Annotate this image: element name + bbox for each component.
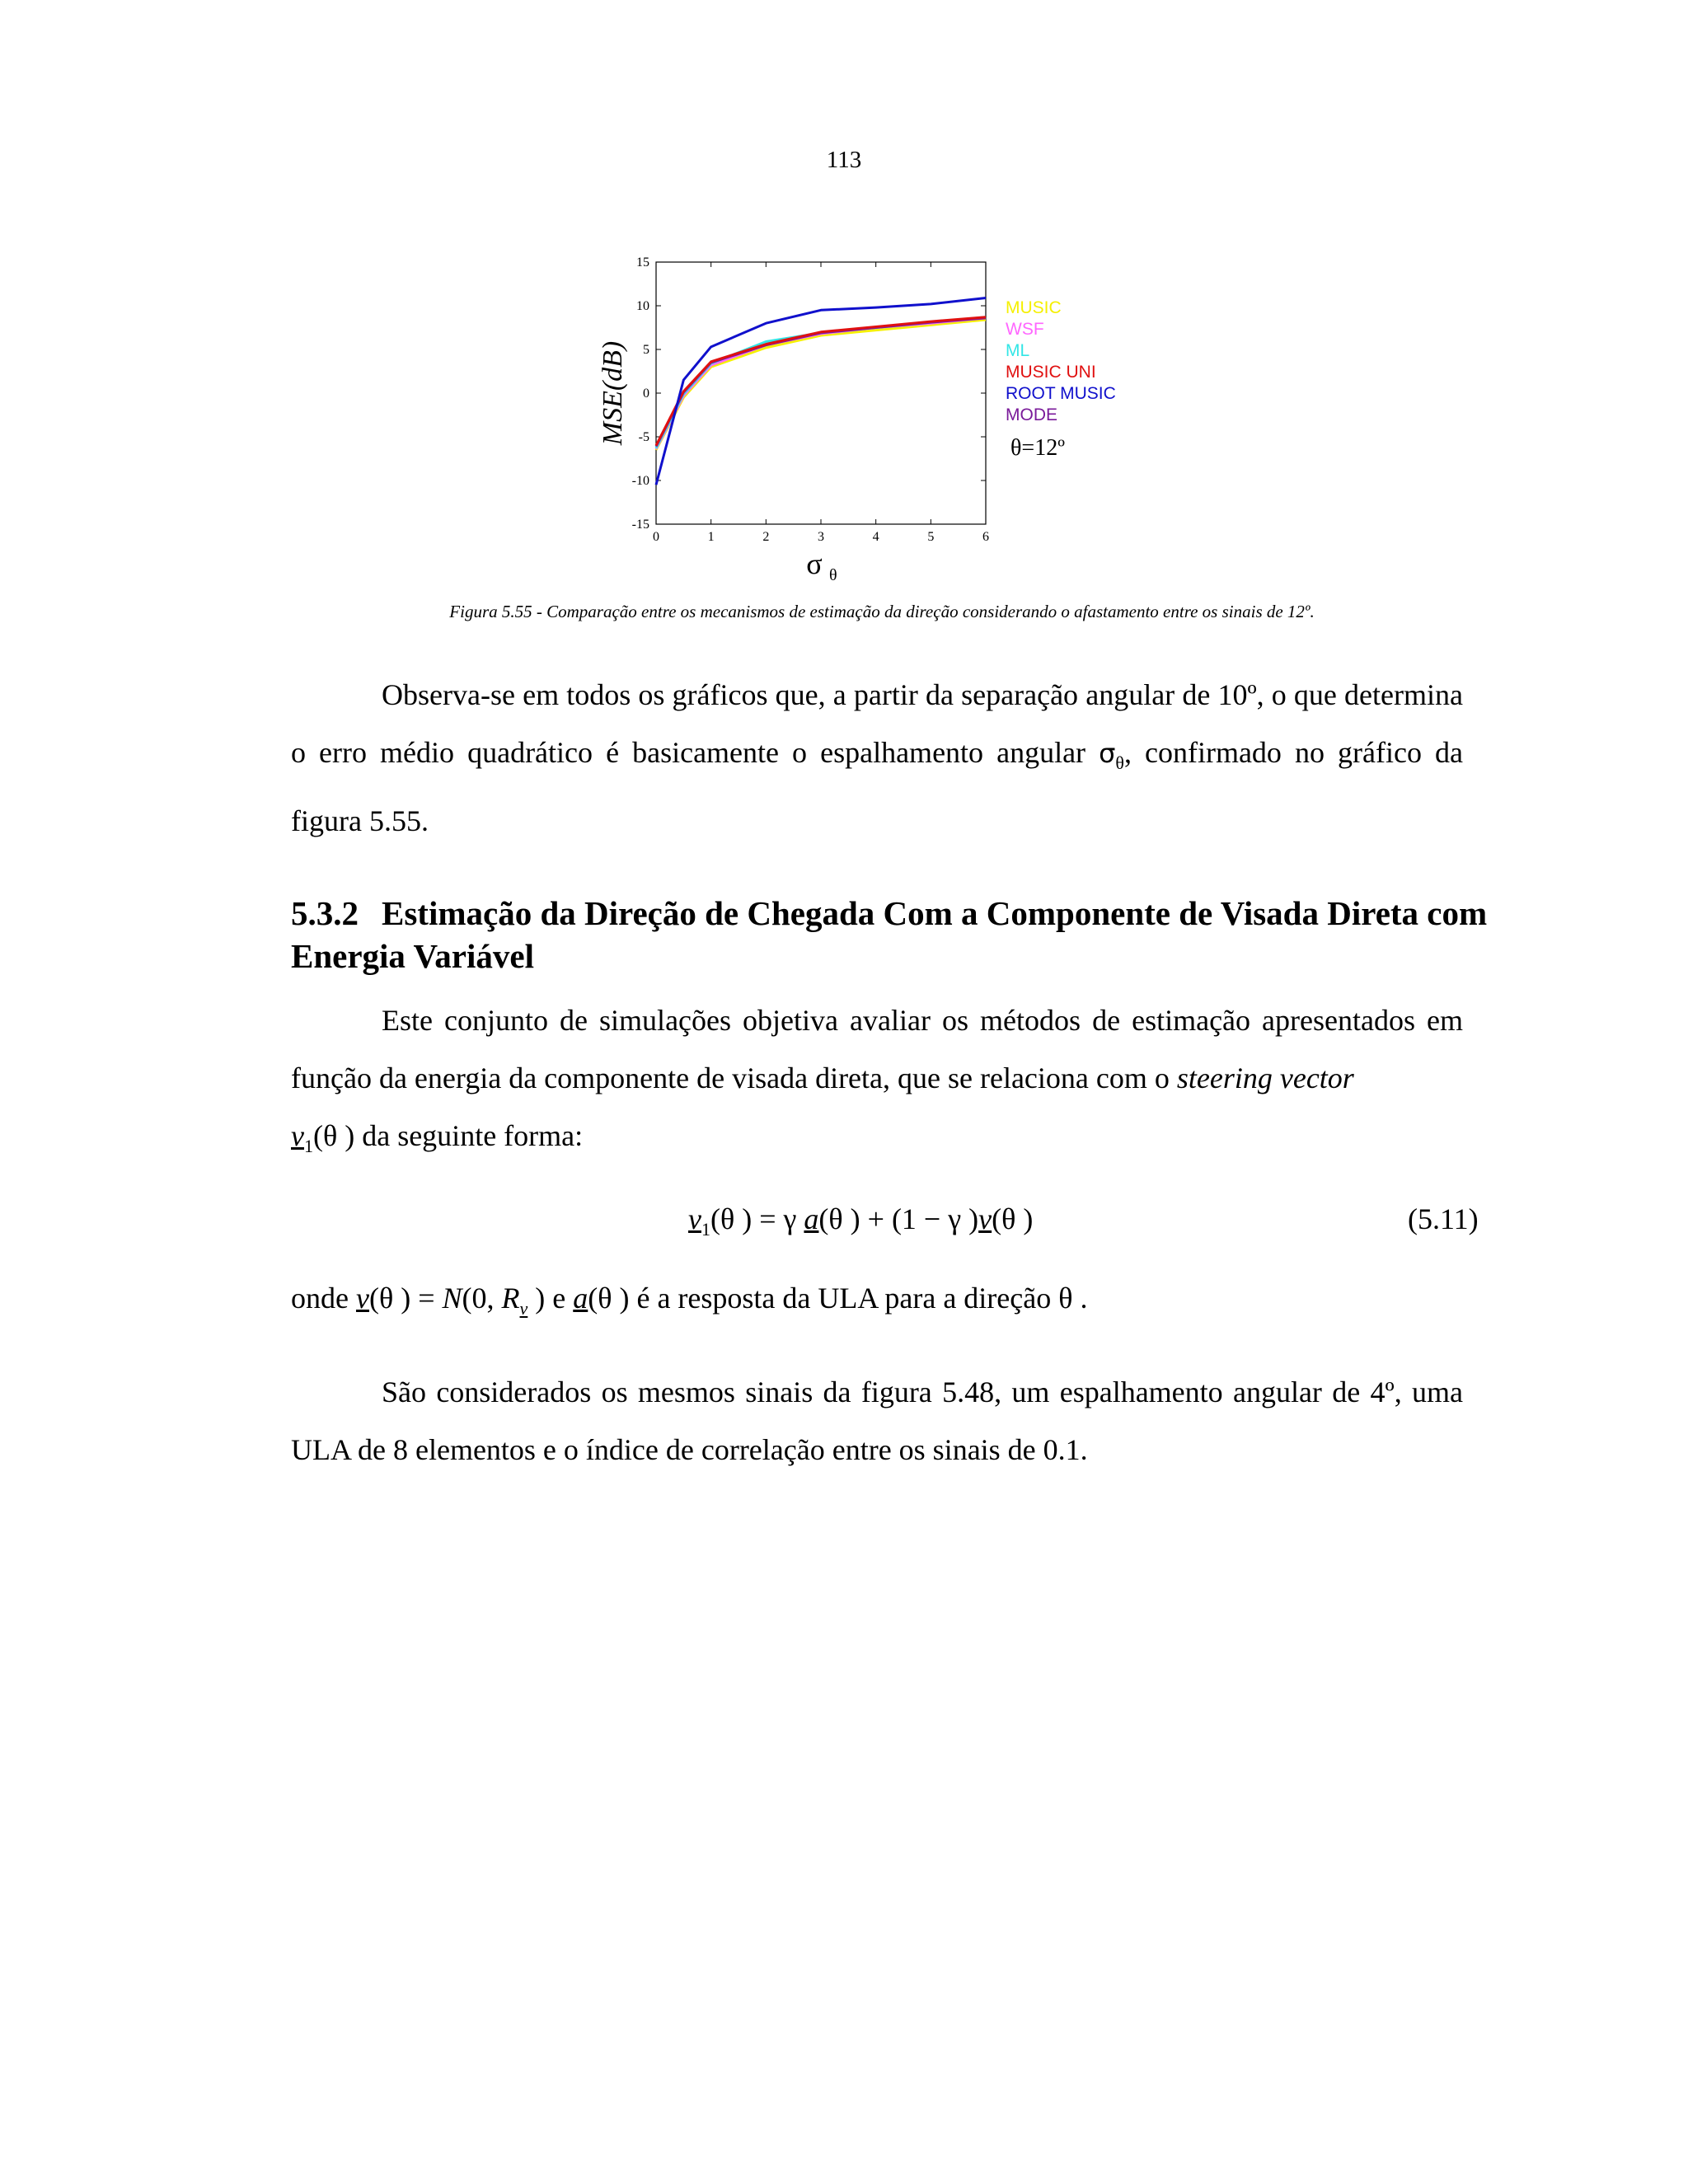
paragraph-observation <box>291 666 1463 850</box>
v1-argument: (θ ) <box>312 1119 355 1152</box>
series-line-music <box>656 320 986 450</box>
where-N: N <box>442 1282 462 1315</box>
series-line-root-music <box>656 298 986 485</box>
legend-entry-music: MUSIC <box>1006 298 1062 317</box>
sigma-symbol: σ <box>1099 738 1116 769</box>
eq-a: a <box>804 1202 819 1235</box>
eq-part2: (θ ) + (1 − γ ) <box>818 1202 979 1235</box>
where-p1: (θ ) = <box>368 1282 443 1315</box>
paragraph-observation-text1: Observa-se em todos os gráficos que, a partir da separação angular de 10º, o que determina o erro médio quadrático é basicamente o espalhamento angular <box>291 678 1463 769</box>
where-v: v <box>355 1282 369 1315</box>
paragraph-simulations-text2: da seguinte forma: <box>354 1119 584 1152</box>
eq-v-subscript: 1 <box>701 1219 710 1240</box>
series-line-ml <box>656 317 986 448</box>
series-line-wsf <box>656 318 986 449</box>
paragraph-simulations <box>291 991 1463 1175</box>
y-tick-label: 15 <box>636 255 649 269</box>
eq-v: v <box>688 1202 701 1235</box>
paragraph-conditions-text: São considerados os mesmos sinais da figura 5.48, um espalhamento angular de 4º, uma ULA de 8 elementos e o índice de correlação entre os sinais de 0.1. <box>291 1376 1463 1466</box>
y-tick-label: -5 <box>638 430 649 444</box>
legend-entry-wsf: WSF <box>1006 320 1044 339</box>
v1-symbol: v <box>291 1119 304 1152</box>
steering-vector-term: steering vector <box>1176 1062 1354 1094</box>
legend-entry-music-uni: MUSIC UNI <box>1006 363 1096 382</box>
legend-entry-mode: MODE <box>1006 405 1057 424</box>
legend-entry-ml: ML <box>1006 341 1030 360</box>
page-number: 113 <box>826 147 862 173</box>
section-heading <box>291 892 1494 977</box>
x-tick-label: 6 <box>982 530 989 544</box>
where-R: R <box>501 1282 520 1315</box>
y-tick-label: 5 <box>643 343 649 357</box>
section-title: Estimação da Direção de Chegada Com a Componente de Visada Direta com Energia Variável <box>291 894 1488 975</box>
where-p4: (θ ) é a resposta da ULA para a direção θ . <box>588 1282 1088 1315</box>
x-tick-label: 5 <box>927 530 935 544</box>
mse-line-chart <box>577 244 1170 602</box>
y-tick-label: 0 <box>643 387 649 401</box>
x-axis-label-subscript: θ <box>829 566 837 584</box>
where-R-subscript: v <box>519 1298 528 1319</box>
paragraph-observation-text2: , confirmado no gráfico da figura 5.55. <box>291 736 1463 838</box>
x-axis-label: σ <box>806 547 823 580</box>
series-line-mode <box>656 318 986 447</box>
y-axis-label: MSE(dB) <box>598 340 628 446</box>
paragraph-simulations-text1: Este conjunto de simulações objetiva avaliar os métodos de estimação apresentados em função da energia da componente de visada direta, que se relaciona com o <box>291 1004 1463 1094</box>
y-tick-label: -15 <box>631 518 649 532</box>
plot-frame <box>656 262 986 524</box>
v1-subscript: 1 <box>303 1136 313 1157</box>
section-number: 5.3.2 <box>291 894 359 932</box>
legend-entry-root-music: ROOT MUSIC <box>1006 384 1116 403</box>
paragraph-where <box>291 1269 1463 1338</box>
where-a: a <box>573 1282 588 1315</box>
where-prefix: onde <box>291 1282 356 1315</box>
x-tick-label: 0 <box>653 530 659 544</box>
equation-number: (5.11) <box>1408 1202 1479 1235</box>
equation-5-11 <box>688 1202 1033 1240</box>
sigma-subscript: θ <box>1115 752 1124 774</box>
y-tick-label: 10 <box>636 299 649 313</box>
where-p3: ) e <box>528 1282 574 1315</box>
paragraph-conditions <box>291 1363 1463 1479</box>
theta-annotation: θ=12º <box>1010 435 1065 461</box>
eq-part1: (θ ) = γ <box>710 1202 804 1235</box>
x-tick-label: 4 <box>872 530 879 544</box>
y-tick-label: -10 <box>631 474 649 488</box>
x-tick-label: 2 <box>762 530 770 544</box>
where-p2: (0, <box>462 1282 502 1315</box>
x-tick-label: 3 <box>818 530 824 544</box>
eq-part3: (θ ) <box>992 1202 1034 1235</box>
eq-v2: v <box>978 1202 992 1235</box>
x-tick-label: 1 <box>707 530 715 544</box>
figure-caption: Figura 5.55 - Comparação entre os mecanismos de estimação da direção considerando o afastamento entre os sinais de 12º. <box>449 602 1315 621</box>
